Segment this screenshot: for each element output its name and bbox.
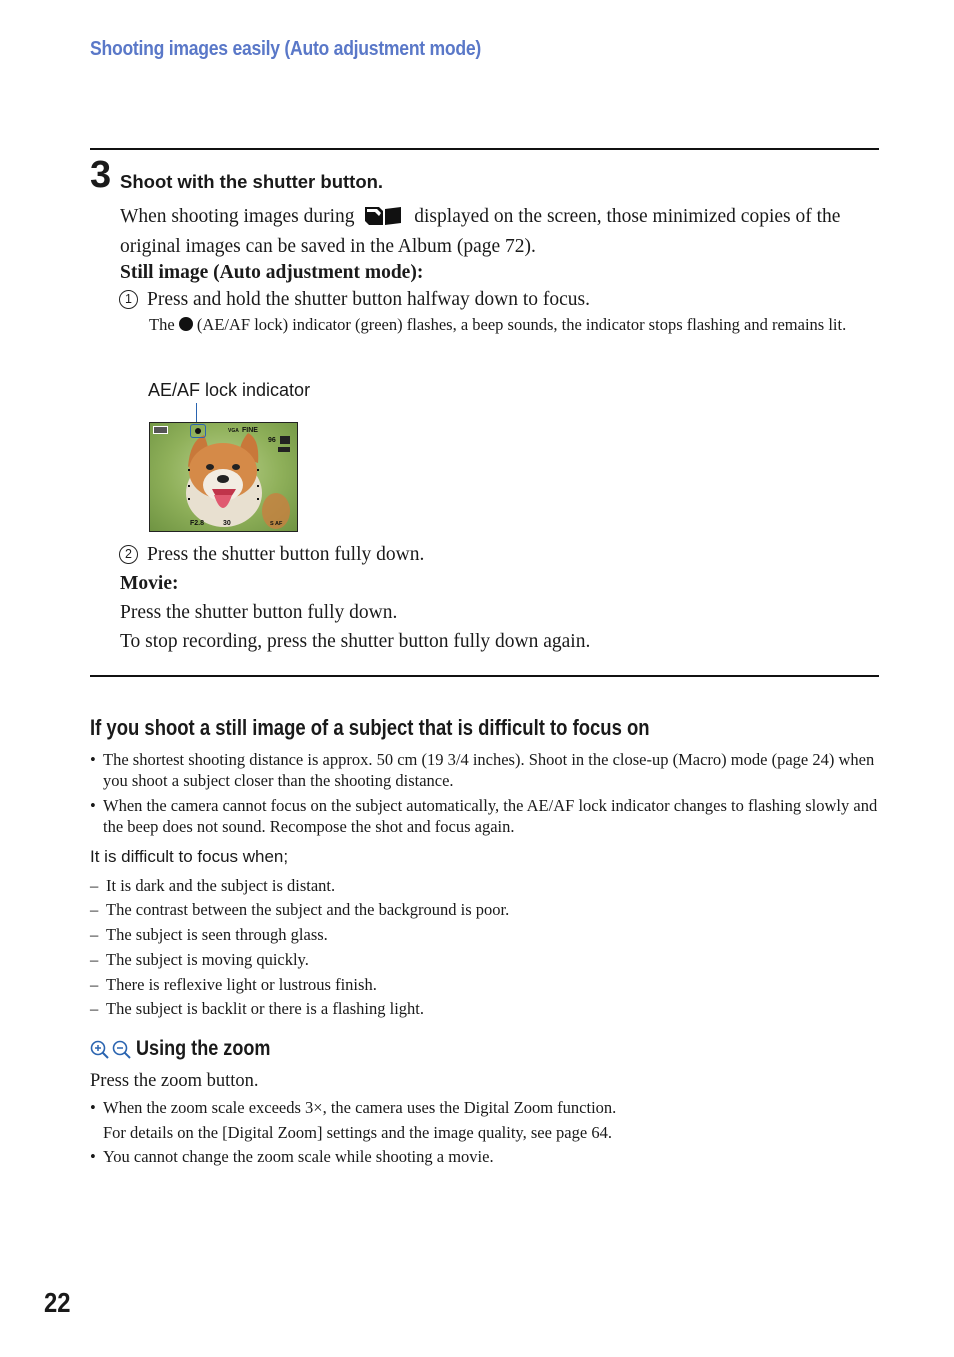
dash-item: – The subject is backlit or there is a flashing light.	[90, 999, 425, 1018]
step-number: 3	[90, 154, 112, 196]
zoom-icons	[90, 1040, 134, 1067]
memory-icon	[280, 436, 290, 444]
zoom-bullet-1-line-1: When the zoom scale exceeds 3×, the camera uses the Digital Zoom function.	[103, 1098, 617, 1117]
substep-1	[119, 287, 590, 313]
note-before: The	[149, 315, 175, 334]
substep-2-number: 2	[119, 545, 138, 564]
zoom-bullet-2: • You cannot change the zoom scale while shooting a movie.	[90, 1146, 880, 1167]
dash-item: – The subject is seen through glass.	[90, 925, 328, 944]
focus-section-heading: If you shoot a still image of a subject that is difficult to focus on	[90, 715, 650, 740]
substep-2-text: Press the shutter button fully down.	[147, 544, 425, 565]
zoom-out-icon	[114, 1042, 131, 1059]
dash-item-text: There is reflexive light or lustrous finish.	[106, 975, 377, 994]
ae-af-lock-indicator-frame	[190, 424, 206, 438]
substep-1-note	[149, 314, 869, 335]
af-frame-mark	[257, 498, 259, 500]
ae-af-lock-dot-icon	[179, 317, 193, 331]
dash-item-text: The subject is backlit or there is a flashing light.	[106, 999, 425, 1018]
af-frame-mark	[257, 485, 259, 487]
af-frame-mark	[257, 469, 259, 471]
step-intro-after: displayed on the screen, those minimized copies of the original images can be saved in the Album (page 72).	[120, 206, 841, 257]
note-after: (AE/AF lock) indicator (green) flashes, a beep sounds, the indicator stops flashing and remains lit.	[196, 315, 847, 334]
focus-bullet-1: • The shortest shooting distance is approx. 50 cm (19 3/4 inches). Shoot in the close-up (Macro) mode (page 24) when you shoot a subject closer than the shooting distance.	[90, 749, 880, 791]
step-title: Shoot with the shutter button.	[120, 171, 384, 192]
zoom-heading: Using the zoom	[136, 1037, 271, 1060]
lcd-screen-figure	[149, 422, 298, 532]
top-divider	[90, 148, 879, 150]
zoom-in-icon	[92, 1042, 109, 1059]
zoom-intro: Press the zoom button.	[90, 1071, 259, 1091]
section-header: Shooting images easily (Auto adjustment mode)	[90, 38, 482, 60]
focus-bullet-2: • When the camera cannot focus on the subject automatically, the AE/AF lock indicator changes to flashing slowly and the beep does not sound. Recompose the shot and focus again.	[90, 795, 880, 837]
album-mode-icon	[363, 204, 403, 234]
substep-1-number: 1	[119, 290, 138, 309]
focus-bullet-2-text: When the camera cannot focus on the subject automatically, the AE/AF lock indicator changes to flashing slowly and the beep does not sound. Recompose the shot and focus again.	[103, 796, 878, 836]
figure-label: AE/AF lock indicator	[148, 380, 311, 400]
lcd-aperture: F2.8	[190, 520, 205, 527]
lcd-quality: FINE	[242, 427, 258, 434]
step-intro	[120, 204, 880, 260]
lcd-af-mode: S AF	[270, 521, 283, 527]
focus-bullet-1-text: The shortest shooting distance is approx. 50 cm (19 3/4 inches). Shoot in the close-up (Macro) mode (page 24) when you shoot a subject closer than the shooting distance.	[103, 750, 875, 790]
difficult-label: It is difficult to focus when;	[90, 847, 289, 866]
substep-2	[119, 542, 424, 568]
dash-item-text: It is dark and the subject is distant.	[106, 876, 336, 895]
dash-item: – There is reflexive light or lustrous finish.	[90, 975, 377, 994]
lcd-vga: VGA	[228, 428, 239, 434]
lcd-shots-left: 96	[268, 437, 276, 444]
bottom-divider	[90, 675, 879, 677]
step-intro-before: When shooting images during	[120, 206, 355, 227]
af-frame-mark	[188, 485, 190, 487]
zoom-bullet-1: • When the zoom scale exceeds 3×, the camera uses the Digital Zoom function.	[90, 1097, 880, 1118]
dash-item-text: The subject is seen through glass.	[106, 925, 328, 944]
still-image-heading: Still image (Auto adjustment mode):	[120, 262, 424, 283]
dash-item: – The contrast between the subject and the background is poor.	[90, 900, 510, 919]
zoom-bullet-1-line-2: For details on the [Digital Zoom] settings and the image quality, see page 64.	[103, 1123, 612, 1142]
af-frame-mark	[188, 498, 190, 500]
movie-line-1: Press the shutter button fully down.	[120, 602, 398, 623]
movie-heading: Movie:	[120, 573, 179, 594]
movie-line-2: To stop recording, press the shutter button fully down again.	[120, 631, 591, 652]
dash-item-text: The contrast between the subject and the background is poor.	[106, 900, 510, 919]
dash-item-text: The subject is moving quickly.	[106, 950, 309, 969]
dash-item: – It is dark and the subject is distant.	[90, 876, 336, 895]
battery-icon	[153, 426, 168, 434]
album-small-icon	[278, 447, 290, 452]
substep-1-text: Press and hold the shutter button halfway down to focus.	[147, 289, 591, 310]
af-frame-mark	[188, 469, 190, 471]
dash-item: – The subject is moving quickly.	[90, 950, 309, 969]
lcd-shutter: 30	[223, 520, 231, 527]
page-number: 22	[44, 1287, 71, 1318]
zoom-bullet-2-text: You cannot change the zoom scale while shooting a movie.	[103, 1147, 494, 1166]
